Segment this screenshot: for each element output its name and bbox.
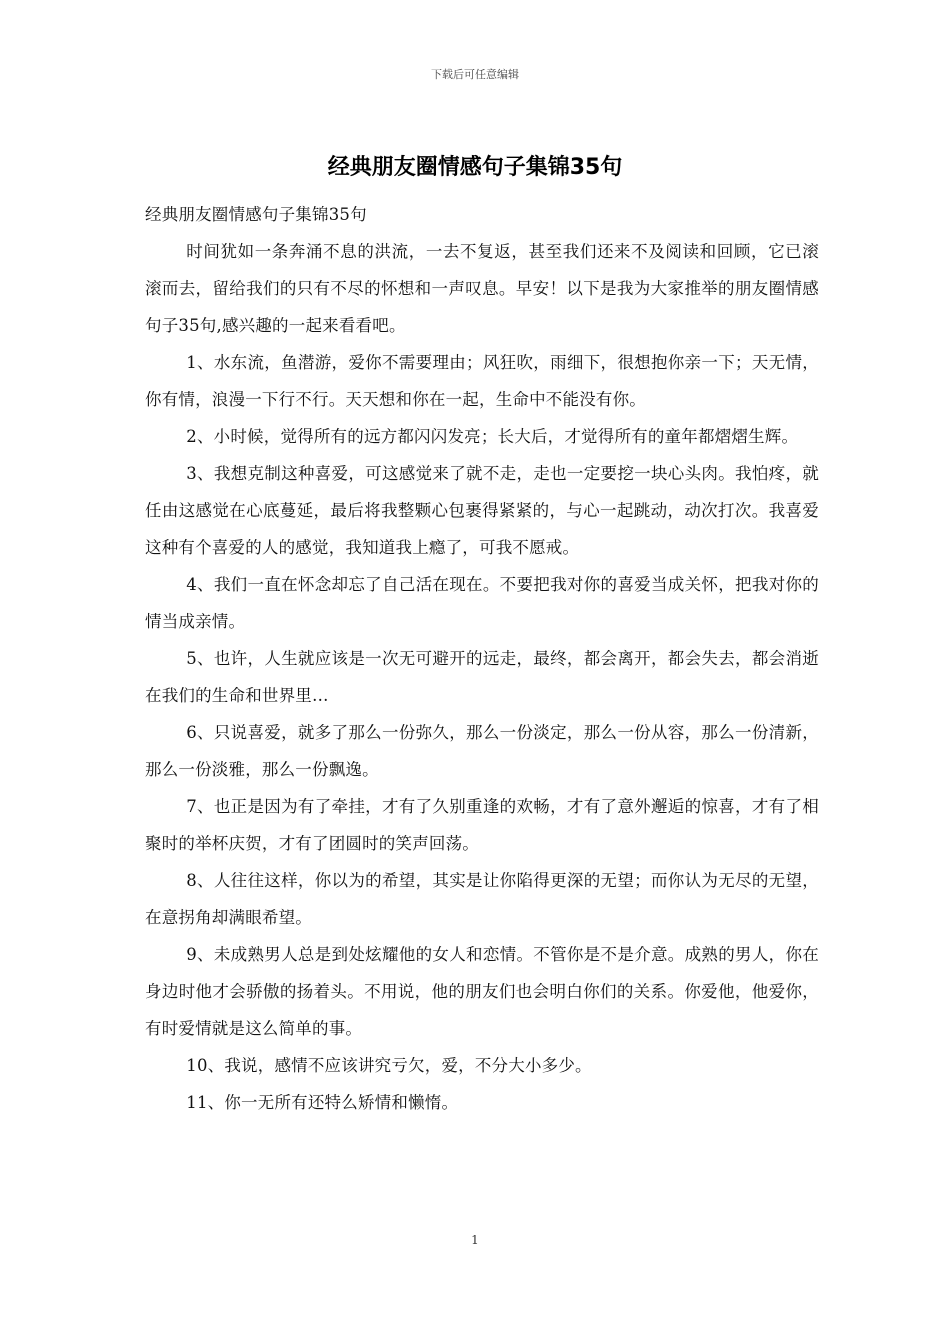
page-number: 1 <box>471 1233 479 1247</box>
paragraph-item-11: 11、你一无所有还特么矫情和懒惰。 <box>186 1093 459 1112</box>
paragraph-item-6: 6、只说喜爱，就多了那么一份弥久，那么一份淡定，那么一份从容，那么一份清新，那么一份淡雅，那么一份飘逸。 <box>145 723 819 779</box>
paragraph-item-2: 2、小时候，觉得所有的远方都闪闪发亮；长大后，才觉得所有的童年都熠熠生辉。 <box>186 427 799 446</box>
paragraph-item-3: 3、我想克制这种喜爱，可这感觉来了就不走，走也一定要挖一块心头肉。我怕疼，就任由这感觉在心底蔓延，最后将我整颗心包裹得紧紧的，与心一起跳动，动次打次。我喜爱这种有个喜爱的人的感觉，我知道我上瘾了，可我不愿戒。 <box>145 464 819 557</box>
paragraph-intro: 时间犹如一条奔涌不息的洪流，一去不复返，甚至我们还来不及阅读和回顾，它已滚滚而去，留给我们的只有不尽的怀想和一声叹息。早安！以下是我为大家推举的朋友圈情感句子35句,感兴趣的一起来看看吧。 <box>145 242 819 335</box>
header-note: 下载后可任意编辑 <box>431 68 519 81</box>
document-title: 经典朋友圈情感句子集锦35句 <box>327 155 623 180</box>
paragraph-item-4: 4、我们一直在怀念却忘了自己活在现在。不要把我对你的喜爱当成关怀，把我对你的情当成亲情。 <box>145 575 819 631</box>
paragraph-item-5: 5、也许，人生就应该是一次无可避开的远走，最终，都会离开，都会失去，都会消逝在我们的生命和世界里… <box>145 649 819 705</box>
paragraph-item-7: 7、也正是因为有了牵挂，才有了久别重逢的欢畅，才有了意外邂逅的惊喜，才有了相聚时的举杯庆贺，才有了团圆时的笑声回荡。 <box>145 797 819 853</box>
document-body <box>145 196 819 1121</box>
paragraph-item-9: 9、未成熟男人总是到处炫耀他的女人和恋情。不管你是不是介意。成熟的男人，你在身边时他才会骄傲的扬着头。不用说，他的朋友们也会明白你们的关系。你爱他，他爱你，有时爱情就是这么简单的事。 <box>145 945 819 1038</box>
paragraph-item-8: 8、人往往这样，你以为的希望，其实是让你陷得更深的无望；而你认为无尽的无望，在意拐角却满眼希望。 <box>145 871 819 927</box>
document-subtitle: 经典朋友圈情感句子集锦35句 <box>145 205 367 224</box>
paragraph-item-10: 10、我说，感情不应该讲究亏欠，爱，不分大小多少。 <box>186 1056 592 1075</box>
paragraph-item-1: 1、水东流，鱼潜游，爱你不需要理由；风狂吹，雨细下，很想抱你亲一下；天无情，你有情，浪漫一下行不行。天天想和你在一起，生命中不能没有你。 <box>145 353 819 409</box>
